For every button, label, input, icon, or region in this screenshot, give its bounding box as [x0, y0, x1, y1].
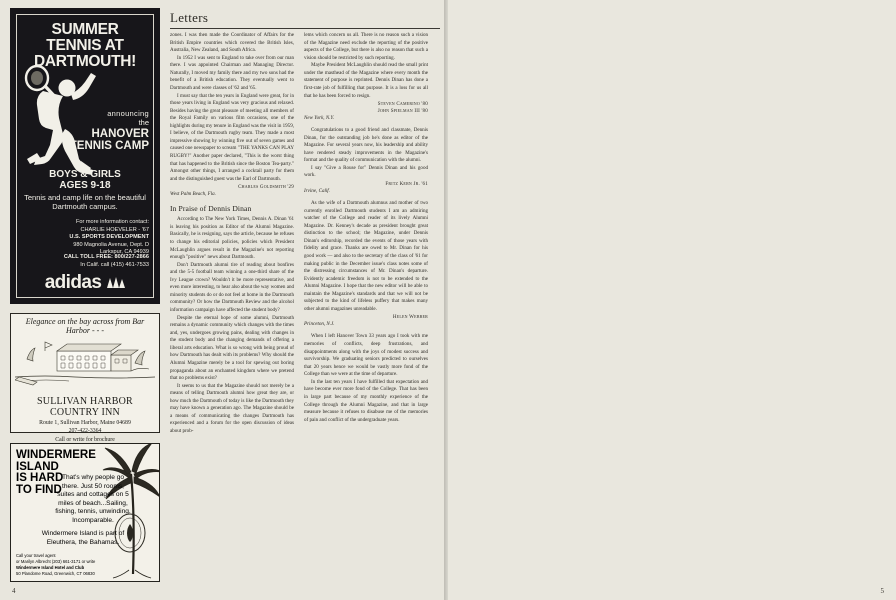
- right-page: [448, 0, 896, 600]
- ad-sullivan-name-2: COUNTRY INN: [50, 407, 120, 419]
- letter-paragraph: It seems to us that the Magazine should not merely be a means of telling Dartmouth alumni how great they are, or how much the Dartmouth of today is like the Dartmouth they may have known a generation ago. The Magazine should be a means of communicating the changes Dartmouth has experienced and a forum for the open discussion of ideas about prob-: [170, 382, 294, 434]
- column-1: [170, 32, 294, 592]
- ad-windermere-body: That's why people go there. Just 50 rooms, suites and cottages on 5 miles of beach...Sailing, fishing, tennis, unwinding. Incomparable.: [55, 474, 131, 524]
- ad-tennis-toll-free[interactable]: CALL TOLL FREE: 800/227-2866: [63, 254, 149, 260]
- letter-paragraph: lems which concern us all. There is no reason such a vision of the Magazine need exclude the reporting of the positive aspects of the College, but there is also no reason that such a vision should be restricted by such reporting.: [304, 32, 428, 61]
- ad-tennis-contact-label: For more information contact:: [75, 219, 149, 225]
- ad-tennis-in-calif[interactable]: In Calif. call (415) 461-7533: [80, 261, 149, 268]
- ad-sullivan-name-1: SULLIVAN HARBOR: [37, 395, 133, 407]
- letter-location: New York, N.Y.: [304, 115, 335, 122]
- left-text-columns: [170, 32, 442, 592]
- ad-tennis-contact-block: [19, 219, 149, 257]
- ad-tennis-contact-street: 980 Magnolia Avenue, Dept. D: [73, 241, 149, 248]
- letter-paragraph: I say "Give a Rouse for" Dennis Dinan and his good work.: [304, 164, 428, 179]
- ad-windermere-fine3: Windermere Island Hotel and Club: [16, 564, 85, 570]
- inn-illustration: [15, 337, 155, 391]
- adidas-trefoil-icon: [105, 276, 125, 290]
- letter-paragraph: I must say that the ten years in England were great, for in those years living in England was very gracious and relaxed. Besides having the great pleasure of meeting all members of the Royal Family on various film occasions, one of the highlights during my tenure in England was the visit in 1959, I believe, of the Dartmouth rugby team. They made a most impressive showing by winning five out of seven games and caused one newspaper to scream "THE YANKS CAN PLAY RUGBY!" Another paper declared, "This is the worst thing that has happened to the British since the Boston Tea-party." Amongst other things, I arranged a cocktail party for them and the distinguished guest was the Earl of Dartmouth.: [170, 92, 294, 182]
- letter-paragraph: zones. I was then made the Coordinator of Affairs for the British Empire countries which covered the British Isles, Australia, New Zealand, and South Africa.: [170, 32, 294, 54]
- ad-tennis-camp-name: HANOVER TENNIS CAMP: [69, 128, 149, 153]
- ad-windermere-island[interactable]: [10, 443, 160, 582]
- letter-paragraph: As the wife of a Dartmouth alumnus and mother of two currently enrolled Dartmouth students I am an admiring watcher of the College and reader of its lively Alumni Magazine. Dr. Kenney's decade as president brought great distinction to the school; the Magazine, under Dennis Dinan's editorship, recorded the events of those years with fidelity and grace. Thanks are owed to Mr. Dinan for his good work — and also to the secretary of the class of '61 for making public in the December issue's class notes some of the distressing circumstances of Mr. Dinan's departure. Evidently academic freedom is not to be extended to the Alumni Magazine. I hope that the new editor will be able to maintain the Magazine's standards and that we will not be subjected to the kind of lifeless puffery that makes many other alumni magazines unreadable.: [304, 200, 428, 312]
- ad-summer-tennis-dartmouth[interactable]: [10, 8, 160, 304]
- ad-windermere-fine2: or Marilyn Albrecht (203) 661-3171 or write: [16, 558, 96, 564]
- letter-location: West Palm Beach, Fla.: [170, 191, 216, 198]
- ad-tennis-contact-city: Larkspur, CA 94939: [99, 249, 149, 256]
- letter-paragraph: Don't Dartmouth alumni tire of reading about bonfires and the 5-5 football team winning a one-third share of the Ivy League crown? Wouldn't it be more representative, and even more interesting, to hear also about the way women and minority students do or do not feel at home in the Dartmouth community? Or how the Dartmouth Review and the alcohol information campaign have affected the student body?: [170, 261, 294, 313]
- ad-tennis-the: the: [138, 118, 149, 127]
- ad-sullivan-phone[interactable]: 207-422-3364: [68, 428, 102, 435]
- ad-sullivan-address: Route 1, Sullivan Harbor, Maine 04689: [39, 419, 131, 426]
- letter-paragraph: According to The New York Times, Dennis A. Dinan '61 is leaving his position as Editor of the Alumni Magazine. Basically, he is resigning, says the article, because he refuses to change his editorial policies, policies which President McLaughlin argues result in the Magazine's not reporting enough "positive" news about Dartmouth.: [170, 216, 294, 261]
- ad-sullivan-cta[interactable]: Call or write for brochure: [55, 436, 115, 443]
- ad-tennis-audience: BOYS & GIRLS: [49, 169, 121, 180]
- ad-tennis-announce-block: [55, 109, 149, 153]
- letter-signature: Fritz Kern Jr. '61: [385, 181, 428, 187]
- page-number-right: 5: [880, 587, 884, 595]
- ad-tennis-phone-block[interactable]: [19, 254, 149, 269]
- ad-tennis-contact-org: U.S. SPORTS DEVELOPMENT: [69, 234, 149, 241]
- ad-windermere-fine4: 50 Plandome Road, Greenwich, CT 06830: [16, 570, 95, 576]
- letter-signature: John Spielman III '80: [377, 108, 428, 115]
- left-ad-column: [10, 8, 160, 593]
- ad-sullivan-harbor-country-inn[interactable]: [10, 313, 160, 443]
- letter-paragraph: Maybe President McLaughlin should read the small print under the masthead of the Magazine where every month the statement of purpose is reprinted. Dennis Dinan has done a first-rate job of fulfilling that purpose. It is a loss for us all that he has been forced to resign.: [304, 62, 428, 99]
- letter-heading: In Praise of Dennis Dinan: [170, 204, 252, 214]
- letter-signature: Charles Goldsmith '29: [238, 184, 294, 191]
- ad-windermere-headline: WINDERMERE ISLAND IS HARD TO FIND: [16, 449, 96, 497]
- letter-location: Irvine, Calif.: [304, 188, 330, 194]
- letter-paragraph: In 1952 I was sent to England to take over from our man there. I was appointed Chairman and Managing Director. Naturally, I moved my family there and my two sons had the benefit of a British education. They eventually went to Dartmouth and were classes of '62 and '65.: [170, 54, 294, 91]
- letter-signature: Steven Camerino '80: [377, 101, 428, 108]
- windermere-seal-icon: [113, 513, 147, 553]
- column-2: [304, 32, 428, 592]
- ad-tennis-audience-block: [13, 169, 157, 191]
- ad-windermere-fine1: Call your travel agent: [16, 552, 56, 558]
- ad-tennis-ages: AGES 9-18: [59, 180, 111, 192]
- header-rule: [170, 28, 440, 29]
- ad-windermere-body2: Windermere Island is part of Eleuthera, the Bahamas.: [41, 530, 125, 546]
- ad-windermere-fineprint[interactable]: [16, 553, 112, 577]
- letter-signature: Helen Webber: [392, 314, 428, 321]
- ad-tennis-contact-name: CHARLIE HOEVELER - '67: [80, 226, 149, 233]
- ad-tennis-brand: [13, 272, 157, 294]
- ad-tennis-description: Tennis and camp life on the beautiful Dartmouth campus.: [24, 193, 146, 212]
- letter-paragraph: In the last ten years I have fulfilled that expectation and have become ever more fond of the College. That has been in large part because of my monthly experience of the College through the Alumni Magazine, and that in large measure because it refuses to disabuse me of the memories of pain and conflict of the undergraduate years.: [304, 378, 428, 423]
- letter-paragraph: When I left Hanover Town 33 years ago I took with me memories of conflicts, deep frustrations, and disappointments along with the joys of modest success and survivorship. We graduating seniors predicted to ourselves that 20 years hence we would be vastly more fond of the College than we were at the time of departure.: [304, 333, 428, 378]
- ad-tennis-headline: SUMMER TENNIS AT DARTMOUTH!: [33, 21, 137, 70]
- adidas-wordmark: adidas: [44, 272, 102, 293]
- letter-location: Princeton, N.J.: [304, 321, 335, 328]
- section-title: Letters: [170, 10, 209, 25]
- letter-paragraph: Congratulations to a good friend and classmate, Dennis Dinan, for the outstanding job he's done as editor of the Magazine. For several years now, his leadership and ability have rendered steady improvements in the Magazine's format and the quality of communication with the alumni.: [304, 127, 428, 164]
- page-number-left: 4: [12, 587, 16, 595]
- letter-paragraph: Despite the eternal hope of some alumni, Dartmouth remains a dynamic community which changes with the times and, yes, undergoes growing pains, dealing with changes in the student body and the changing demands of offering a liberal arts education. What is so wrong with being proud of how Dartmouth has dealt with its problems? Why should the Alumni Magazine merely be a tool for spewing out boring propaganda about an enchanted kingdom where we pretend that no problems exist?: [170, 314, 294, 382]
- ad-sullivan-tagline: Elegance on the bay across from Bar Harbor - - -: [25, 317, 145, 336]
- ad-tennis-announcing: announcing: [107, 109, 149, 118]
- letters-header: [170, 10, 440, 29]
